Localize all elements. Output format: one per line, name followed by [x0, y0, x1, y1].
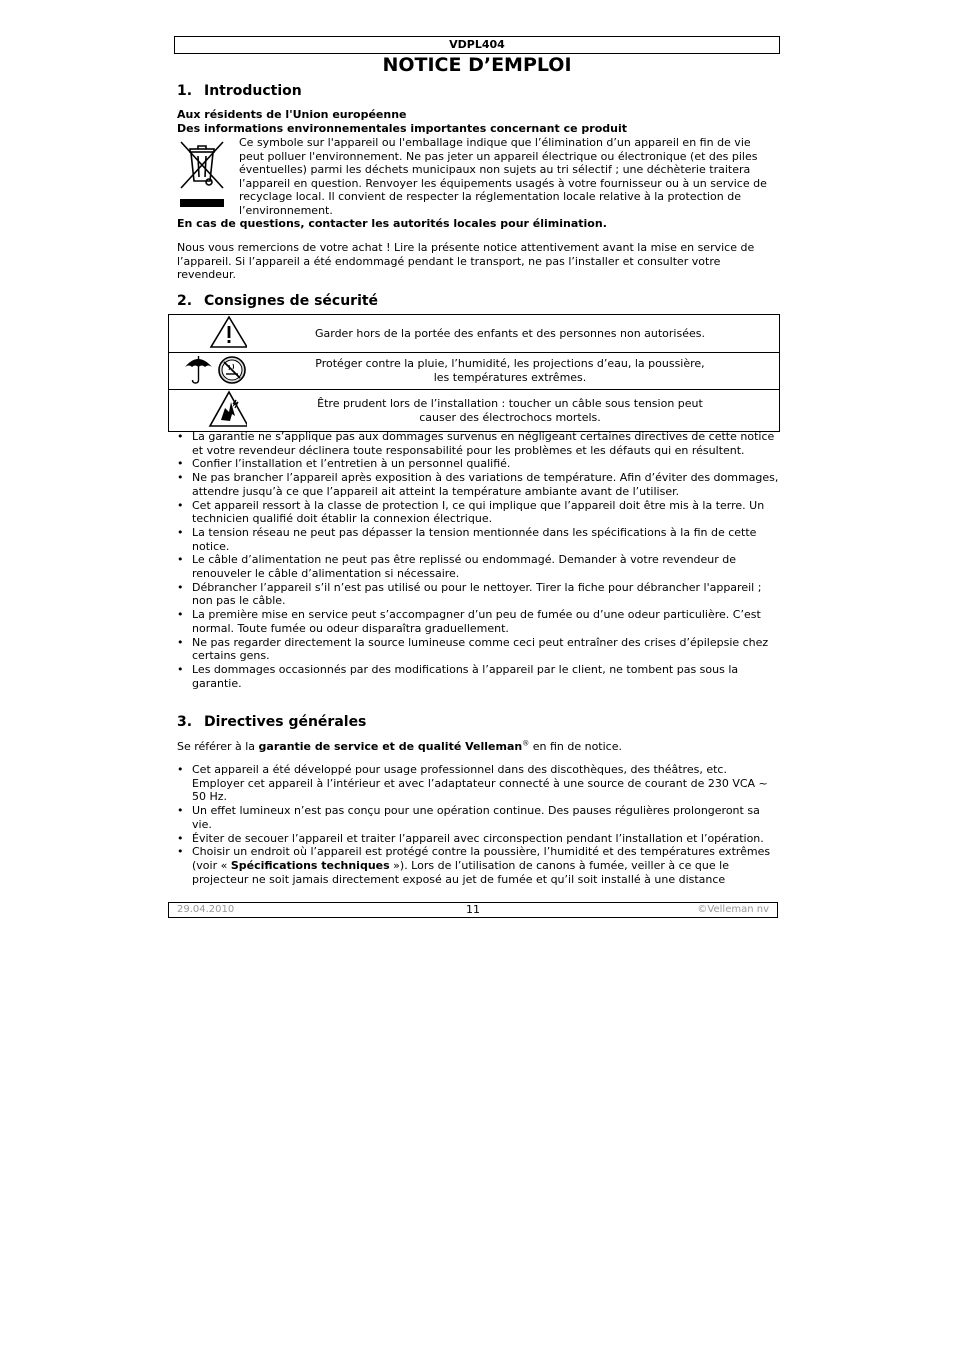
- safety-text-cell: Protéger contre la pluie, l’humidité, les projections d’eau, la poussière, les températures extrêmes.: [247, 353, 780, 390]
- questions-line: En cas de questions, contacter les autorités locales pour élimination.: [177, 217, 607, 230]
- model-header: VDPL404: [174, 36, 780, 54]
- list-item: • Choisir un endroit où l’appareil est protégé contre la poussière, l’humidité et des températures extrêmes (voir « Spécifications techniques »). Lors de l’utilisation de canons à fumée, veiller à ce que le projecteur ne soit jamais directement exposé au jet de fumée et qu’il soit installé à une distance: [177, 845, 779, 886]
- section-1-heading: [177, 82, 302, 100]
- section-title: Introduction: [204, 83, 302, 99]
- page-footer: [168, 902, 778, 918]
- safety-icon-cell: [169, 315, 248, 353]
- section-number: 3.: [177, 714, 193, 730]
- safety-row: [169, 315, 780, 353]
- list-item: • Ne pas brancher l’appareil après exposition à des variations de température. Afin d’éviter des dommages, attendre jusqu’à ce que l’appareil ait atteint la température ambiante avant de l’utiliser.: [177, 471, 779, 498]
- general-bullet-list: [177, 763, 779, 886]
- eu-residents-line: Aux résidents de l'Union européenne: [177, 108, 407, 121]
- warning-triangle-icon: [169, 315, 247, 348]
- safety-table: [168, 314, 780, 432]
- list-item: • Les dommages occasionnés par des modifications à l’appareil par le client, ne tombent pas sous la garantie.: [177, 663, 779, 690]
- environment-info-line: Des informations environnementales importantes concernant ce produit: [177, 122, 627, 135]
- list-item: • Confier l’installation et l’entretien à un personnel qualifié.: [177, 457, 779, 471]
- safety-row: [169, 353, 780, 390]
- document-title: NOTICE D’EMPLOI: [382, 54, 572, 76]
- warranty-reference: Se référer à la garantie de service et de qualité Velleman® en fin de notice.: [177, 739, 622, 753]
- section-number: 2.: [177, 293, 193, 309]
- list-item: • Le câble d’alimentation ne peut pas être replissé ou endommagé. Demander à votre revendeur de renouveler le câble d’alimentation si nécessaire.: [177, 553, 779, 580]
- electric-shock-icon: [169, 390, 247, 427]
- footer-date: 29.04.2010: [177, 904, 235, 915]
- thanks-paragraph: Nous vous remercions de votre achat ! Lire la présente notice attentivement avant la mise en service de l’appareil. Si l’appareil a été endommagé pendant le transport, ne pas l’installer et consulter votre revendeur.: [177, 241, 755, 282]
- section-3-heading: [177, 713, 366, 731]
- list-item: • Éviter de secouer l’appareil et traiter l’appareil avec circonspection pendant l’installation et l’opération.: [177, 832, 779, 846]
- page-number: 11: [466, 903, 480, 916]
- crossed-out-bin-icon: [178, 139, 226, 209]
- section-title: Directives générales: [204, 714, 367, 730]
- umbrella-no-water-icon: [169, 353, 247, 385]
- safety-text-cell: Garder hors de la portée des enfants et des personnes non autorisées.: [247, 315, 780, 353]
- safety-row: [169, 390, 780, 432]
- weee-paragraph: Ce symbole sur l'appareil ou l'emballage indique que l’élimination d’un appareil en fin de vie peut polluer l'environnement. Ne pas jeter un appareil électrique ou électronique (et des piles éventuelles) parmi les déchets municipaux non sujets au tri sélectif ; une déchèterie traitera l’appareil en question. Renvoyer les équipements usagés à votre fournisseur ou à un service de recyclage local. Il convient de respecter la réglementation locale relative à la protection de l’environnement.: [239, 136, 767, 217]
- list-item: • Débrancher l’appareil s’il n’est pas utilisé ou pour le nettoyer. Tirer la fiche pour débrancher l'appareil ; non pas le câble.: [177, 581, 779, 608]
- section-number: 1.: [177, 83, 193, 99]
- safety-bullet-list: [177, 430, 779, 690]
- safety-icon-cell: [169, 353, 248, 390]
- section-title: Consignes de sécurité: [204, 293, 379, 309]
- list-item: • La tension réseau ne peut pas dépasser la tension mentionnée dans les spécifications à la fin de cette notice.: [177, 526, 779, 553]
- list-item: • Cet appareil ressort à la classe de protection I, ce qui implique que l’appareil doit être mis à la terre. Un technicien qualifié doit établir la connexion électrique.: [177, 499, 779, 526]
- list-item: • La première mise en service peut s’accompagner d’un peu de fumée ou d’une odeur particulière. C’est normal. Toute fumée ou odeur disparaîtra graduellement.: [177, 608, 779, 635]
- list-item: • Ne pas regarder directement la source lumineuse comme ceci peut entraîner des crises d’épilepsie chez certains gens.: [177, 636, 779, 663]
- footer-copyright: ©Velleman nv: [697, 904, 769, 915]
- section-2-heading: [177, 292, 378, 310]
- safety-text-cell: Être prudent lors de l’installation : toucher un câble sous tension peut causer des électrochocs mortels.: [247, 390, 780, 432]
- list-item: • La garantie ne s’applique pas aux dommages survenus en négligeant certaines directives de cette notice et votre revendeur déclinera toute responsabilité pour les problèmes et les défauts qui en résultent.: [177, 430, 779, 457]
- list-item: • Un effet lumineux n’est pas conçu pour une opération continue. Des pauses régulières prolongeront sa vie.: [177, 804, 779, 831]
- list-item: • Cet appareil a été développé pour usage professionnel dans des discothèques, des théâtres, etc. Employer cet appareil à l’intérieur et avec l’adaptateur connecté à une source de courant de 230 VCA ~ 50 Hz.: [177, 763, 779, 804]
- safety-icon-cell: [169, 390, 248, 432]
